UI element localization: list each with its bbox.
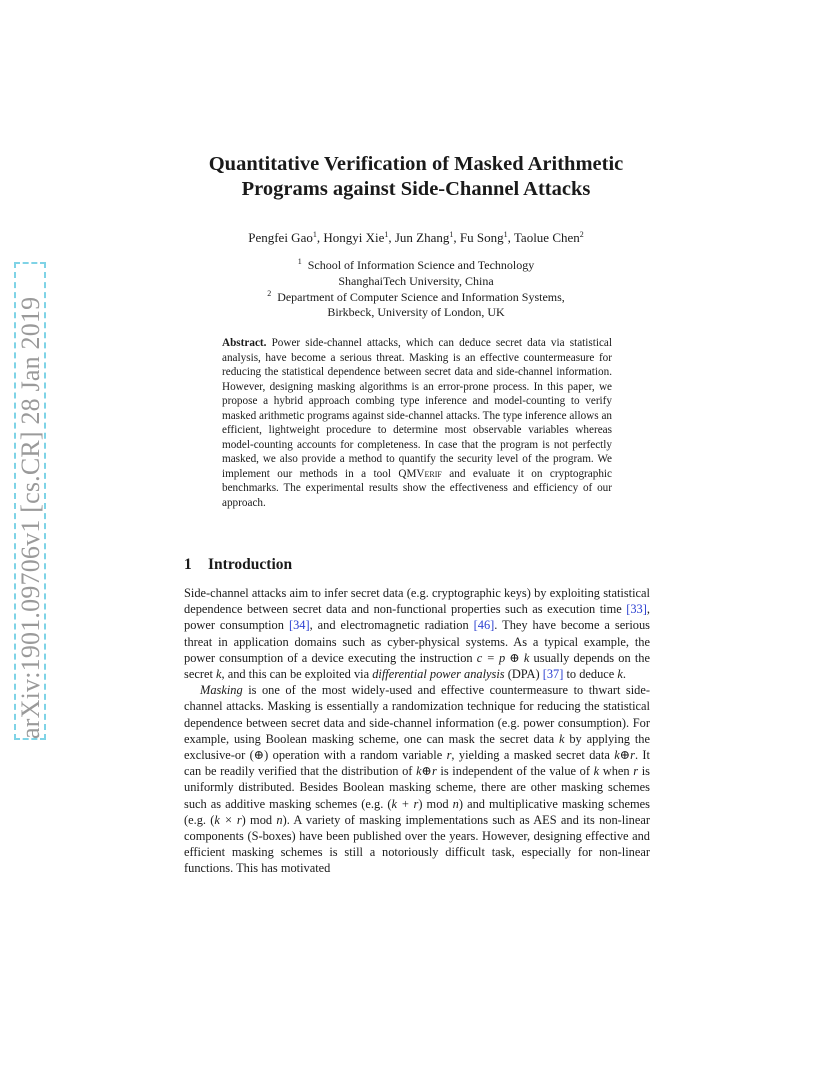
- emphasis: differential power analysis: [372, 667, 505, 682]
- affiliation-mark: 1: [297, 257, 302, 266]
- author: Pengfei Gao: [248, 230, 313, 245]
- citation-link[interactable]: [34]: [288, 618, 310, 633]
- affiliation-line: ShanghaiTech University, China: [338, 273, 494, 288]
- emphasis: Masking: [200, 683, 243, 698]
- abstract-label: Abstract.: [222, 337, 267, 349]
- citation-link[interactable]: [46]: [473, 618, 495, 633]
- math-expression: k × r: [214, 812, 242, 827]
- math-variable: r: [446, 748, 452, 763]
- author: Hongyi Xie: [323, 230, 385, 245]
- author: Jun Zhang: [394, 230, 450, 245]
- math-variable: n: [452, 796, 459, 811]
- body-text: [184, 585, 650, 877]
- abstract-text-end: and evaluate it on cryptographic benchmarks. The experimental results show the effectiveness and efficiency of our approach.: [222, 467, 612, 509]
- title-line-2: Programs against Side-Channel Attacks: [241, 178, 591, 200]
- author-affiliation-mark: 1: [312, 230, 317, 239]
- math-expression: k + r: [391, 796, 419, 811]
- section-title: Introduction: [208, 556, 293, 573]
- math-variable: k: [617, 667, 623, 682]
- arxiv-identifier: arXiv:1901.09706v1 [cs.CR] 28 Jan 2019: [16, 296, 45, 739]
- paragraph: Masking is one of the most widely-used and effective countermeasure to thwart side-channel attacks. Masking is essentially a randomization technique for reducing the statistical dependence between secret data and side-channel information (e.g. power consumption). For example, using Boolean masking scheme, one can mask the secret data k by applying the exclusive-or (⊕) operation with a random variable r, yielding a masked secret data k⊕r. It can be readily verified that the distribution of k⊕r is independent of the value of k when r is uniformly distributed. Besides Boolean masking scheme, there are other masking schemes such as additive masking schemes (e.g. (k + r) mod n) and multiplicative masking schemes (e.g. (k × r) mod n). A variety of masking implementations such as AES and its non-linear components (S-boxes) have been published over the years. However, designing effective and efficient masking schemes is still a notoriously difficult task, especially for non-linear functions. This has motivated: [184, 683, 650, 876]
- author-affiliation-mark: 1: [503, 230, 508, 239]
- affiliation-mark: 2: [267, 288, 272, 298]
- section-number: 1: [184, 556, 192, 573]
- paragraph: Side-channel attacks aim to infer secret data (e.g. cryptographic keys) by exploiting statistical dependence between secret data and non-functional properties such as execution time [33], power consumption [34], and electromagnetic radiation [46]. They have become a serious threat in application domains such as cyber-physical systems. As a typical example, the power consumption of a device executing the instruction c = p ⊕ k usually depends on the secret k, and this can be exploited via differential power analysis (DPA) [37] to deduce k.: [184, 586, 650, 682]
- math-variable: k: [593, 764, 600, 779]
- author-affiliation-mark: 2: [579, 230, 584, 239]
- abstract: [222, 336, 612, 510]
- math-variable: k: [216, 667, 222, 682]
- math-variable: k: [558, 731, 565, 746]
- math-expression: k⊕r: [416, 764, 437, 779]
- affiliation-line: $^2$ Department of Computer Science and Information Systems,: [267, 288, 565, 304]
- math-variable: n: [276, 812, 283, 827]
- math-expression: k⊕r: [614, 748, 635, 763]
- math-variable: r: [633, 764, 639, 779]
- paper-title: [150, 152, 682, 202]
- abstract-text: Power side-channel attacks, which can deduce secret data via statistical analysis, have become a serious threat. Masking is an effective countermeasure for reducing the statistical dependence between secret data and side-channel information. However, designing masking algorithms is an error-prone process. In this paper, we propose a hybrid approach combing type inference and model-counting to verify masked arithmetic programs against side-channel attacks. The type inference allows an efficient, lightweight procedure to determine most observable variables whereas model-counting accounts for completeness. In case that the program is not perfectly masked, we also provide a method to quantify the security level of the program. We implement our methods in a tool: [222, 337, 612, 480]
- tool-name: QMVerif: [398, 467, 442, 480]
- affiliations: [150, 258, 682, 321]
- title-line-1: Quantitative Verification of Masked Arithmetic: [208, 153, 624, 175]
- math-expression: c = p ⊕ k: [476, 650, 530, 665]
- author-affiliation-mark: 1: [384, 230, 389, 239]
- affiliation-line: $^1$ School of Information Science and Technology: [297, 257, 535, 272]
- section-heading: [184, 556, 292, 574]
- author: Taolue Chen: [513, 230, 580, 245]
- citation-link[interactable]: [37]: [542, 667, 564, 682]
- affiliation-line: Birkbeck, University of London, UK: [327, 305, 505, 320]
- citation-link[interactable]: [33]: [626, 602, 647, 617]
- author: Fu Song: [459, 230, 504, 245]
- author-list: Pengfei Gao$^1$, Hongyi Xie$^1$, Jun Zhang$^1$, Fu Song$^1$, Taolue Chen$^2$: [248, 230, 584, 245]
- author-affiliation-mark: 1: [449, 230, 454, 239]
